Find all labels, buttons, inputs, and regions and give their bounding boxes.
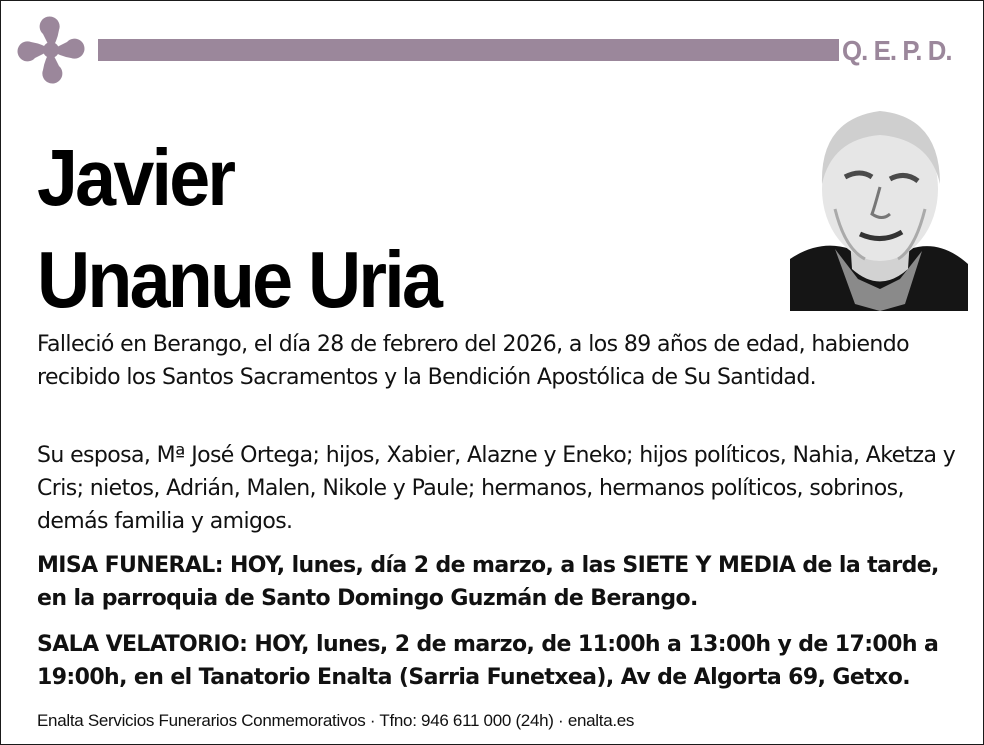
funeral-home-footer: Enalta Servicios Funerarios Conmemorativos · Tfno: 946 611 000 (24h) · enalta.es bbox=[37, 711, 635, 730]
header-bar bbox=[98, 39, 839, 61]
family-paragraph: Su esposa, Mª José Ortega; hijos, Xabier, Alazne y Eneko; hijos políticos, Nahia, Aketza y Cris; nietos, Adrián, Malen, Nikole y Paule; hermanos, hermanos políticos, sobrinos, demás familia y amigos. bbox=[37, 443, 956, 534]
qepd-label: Q. E. P. D. bbox=[842, 35, 952, 66]
wake-room-paragraph: SALA VELATORIO: HOY, lunes, 2 de marzo, de 11:00h a 13:00h y de 17:00h a 19:00h, en el Tanatorio Enalta (Sarria Funetxea), Av de Algorta 69, Getxo. bbox=[37, 632, 939, 690]
deceased-name bbox=[37, 127, 475, 331]
lauburu-icon bbox=[13, 12, 89, 88]
death-notice-paragraph: Falleció en Berango, el día 28 de febrero del 2026, a los 89 años de edad, habiendo recibido los Santos Sacramentos y la Bendición Apostólica de Su Santidad. bbox=[37, 332, 909, 390]
funeral-mass-paragraph: MISA FUNERAL: HOY, lunes, día 2 de marzo, a las SIETE Y MEDIA de la tarde, en la parroquia de Santo Domingo Guzmán de Berango. bbox=[37, 553, 939, 611]
first-name: Javier bbox=[37, 133, 234, 222]
surnames: Unanue Uria bbox=[37, 235, 441, 324]
portrait-photo bbox=[790, 99, 968, 311]
